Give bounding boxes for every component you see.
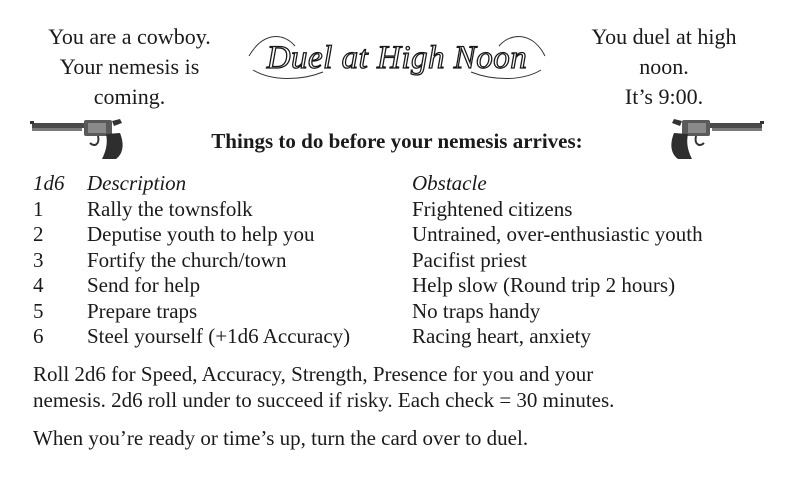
column-header-obstacle: Obstacle [412, 171, 487, 195]
revolver-icon [666, 117, 766, 166]
description-cell: Steel yourself (+1d6 Accuracy) [87, 324, 351, 348]
subheading: Things to do before your nemesis arrives: [211, 129, 583, 153]
roll-cell: 6 [33, 324, 44, 348]
intro-right-line: It’s 9:00. [624, 84, 704, 109]
intro-right [555, 22, 773, 112]
title-text: Duel at High Noon [266, 40, 528, 76]
obstacle-cell: Frightened citizens [412, 196, 573, 221]
rules-text [33, 361, 773, 413]
table-row [33, 324, 773, 350]
task-table [33, 171, 773, 350]
intro-right-line: noon. [639, 54, 689, 79]
column-header-roll: 1d6 [33, 171, 65, 195]
column-header-description: Description [87, 171, 187, 195]
roll-cell: 3 [33, 247, 44, 272]
intro-right-line: You duel at high [591, 24, 737, 49]
revolver-icon [28, 117, 128, 166]
card-title [243, 26, 551, 86]
description-cell: Fortify the church/town [87, 247, 287, 272]
description-cell: Rally the townsfolk [87, 196, 253, 221]
table-row [33, 248, 773, 274]
obstacle-cell: Pacifist priest [412, 247, 527, 272]
table-row [33, 222, 773, 248]
table-row [33, 273, 773, 299]
obstacle-cell: Racing heart, anxiety [412, 324, 592, 348]
obstacle-cell: Help slow (Round trip 2 hours) [412, 273, 676, 297]
title-lettering [243, 26, 551, 86]
rules-line: nemesis. 2d6 roll under to succeed if risky. Each check = 30 minutes. [33, 388, 615, 412]
intro-left-line: Your nemesis is [59, 54, 200, 79]
obstacle-cell: No traps handy [412, 298, 541, 323]
roll-cell: 4 [33, 273, 44, 297]
obstacle-cell: Untrained, over-enthusiastic youth [412, 222, 703, 246]
intro-left [22, 22, 237, 112]
description-cell: Send for help [87, 273, 201, 297]
rules-line: Roll 2d6 for Speed, Accuracy, Strength, Presence for you and your [33, 362, 594, 386]
closing-instruction: When you’re ready or time’s up, turn the card over to duel. [33, 426, 529, 450]
description-cell: Deputise youth to help you [87, 222, 315, 246]
table-header-row [33, 171, 773, 197]
description-cell: Prepare traps [87, 298, 198, 323]
intro-left-line: coming. [93, 84, 166, 109]
intro-left-line: You are a cowboy. [48, 24, 211, 49]
roll-cell: 2 [33, 222, 44, 246]
roll-cell: 1 [33, 196, 44, 221]
table-row [33, 299, 773, 325]
roll-cell: 5 [33, 298, 44, 323]
table-row [33, 197, 773, 223]
